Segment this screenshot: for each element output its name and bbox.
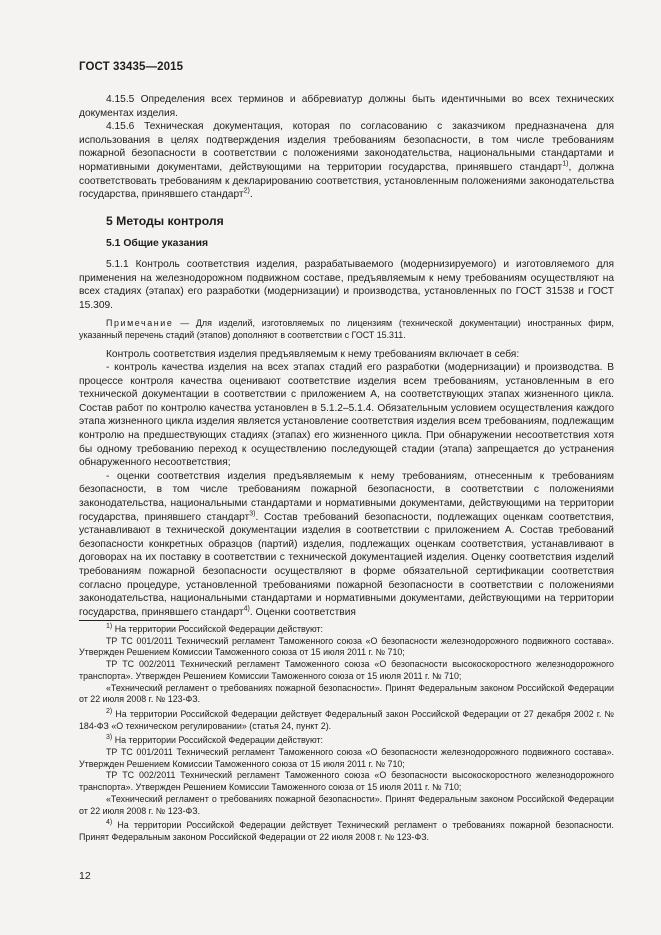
note-text: — Для изделий, изготовляемых по лицензиям (технической документации) иностранных фирм, указанный перечень стадий (этапов) дополняют в соответствии с ГОСТ 15.311. [79,318,614,340]
paragraph-4-15-5 [79,93,614,120]
footnote-ref-2[interactable]: 2) [243,187,250,195]
paragraph-text: - контроль качества изделия на всех этапах стадий его разработки (модернизации) и производства. В процессе контроля качества оценивают соответствие изделия всем требованиям, установленным в его технической документации в соответствии с приложением А, на соответствующих этапах жизненного цикла. Состав работ по контролю качества установлен в 5.1.2–5.1.4. Обязательным условием осуществления каждого этапа жизненного цикла изделия является установление соответствия изделия всем требованиям, подлежащим контролю на предшествующих стадиях (этапах) его жизненного цикла. При обнаружении несоответствия хотя бы одному требованию переход к осуществлению последующей стадии (этапа) запрещается до устранения обнаруженного несоответствия; [79,362,614,469]
list-item-conformity-assessment [79,470,614,620]
footnote-separator [79,620,189,621]
footnote-3-line: «Технический регламент о требованиях пожарной безопасности». Принят Федеральным законом Российской Федерации от 22 июля 2008 г. № 123-ФЗ. [79,793,614,816]
paragraph-5-1-1 [79,258,614,312]
footnote-1 [79,624,614,636]
paragraph-text: , должна соответствовать требованиям к декларированию соответствия, установленным положениями законодательства государства, принявшего стандарт [79,161,614,201]
paragraph-text: . Оценки соответствия [249,606,356,618]
footnote-mark: 3) [106,734,113,742]
footnote-1-line: ТР ТС 001/2011 Технический регламент Таможенного союза «О безопасности железнодорожного подвижного состава». Утвержден Решением Комиссии Таможенного союза от 15 июля 2011 г. № 710; [79,635,614,658]
footnote-ref-3[interactable]: 3) [249,510,256,518]
footnote-text: На территории Российской Федерации действуют: [112,624,323,634]
footnote-ref-1[interactable]: 1) [562,160,569,168]
footnote-2 [79,709,614,732]
footnote-mark: 1) [106,623,113,631]
footnote-3-line: ТР ТС 001/2011 Технический регламент Таможенного союза «О безопасности железнодорожного подвижного состава». Утвержден Решением Комиссии Таможенного союза от 15 июля 2011 г. № 710; [79,747,614,769]
paragraph-text: 5.1.1 Контроль соответствия изделия, разрабатываемого (модернизируемого) и изготовляемого для применения на железнодорожном подвижном составе, предъявляемым к нему требованиям осуществляют на всех стадиях (этапах) его разработки (модернизации) и производства, установленных по ГОСТ 31538 и ГОСТ 15.309. [79,258,614,311]
document-header: ГОСТ 33435—2015 [79,61,184,73]
paragraph-4-15-6 [79,120,614,202]
page-number: 12 [79,870,91,882]
list-item-quality-control [79,361,614,470]
footnote-3-line: ТР ТС 002/2011 Технический регламент Таможенного союза «О безопасности высокоскоростного железнодорожного транспорта». Утвержден Решением Комиссии Таможенного союза от 15 июля 2011 г. № 710; [79,770,614,793]
footnote-ref-4[interactable]: 4) [243,605,250,613]
note [79,318,614,341]
footnote-1-line: ТР ТС 002/2011 Технический регламент Таможенного союза «О безопасности высокоскоростного железнодорожного транспорта». Утвержден Решением Комиссии Таможенного союза от 15 июля 2011 г. № 710; [79,659,614,681]
main-text [79,93,614,619]
footnote-mark: 4) [106,819,113,827]
footnote-text: На территории Российской Федерации действует Технический регламент о требованиях пожарной безопасности. Принят Федеральным законом Российской Федерации от 22 июля 2008 г. № 123-ФЗ. [79,820,614,842]
footnote-1-line: «Технический регламент о требованиях пожарной безопасности». Принят Федеральным законом Российской Федерации от 22 июля 2008 г. № 123-ФЗ. [79,682,614,705]
footnote-mark: 2) [106,707,113,715]
paragraph-text: Контроль соответствия изделия предъявляемым к нему требованиям включает в себя: [106,348,520,360]
footnote-3 [79,735,614,747]
subsection-heading-5-1: 5.1 Общие указания [106,238,209,250]
section-heading-5: 5 Методы контроля [106,213,224,228]
paragraph-text: . [249,189,253,201]
footnotes [79,624,614,844]
note-label: Примечание [106,318,174,329]
paragraph-control [79,348,614,362]
paragraph-text: 4.15.5 Определения всех терминов и аббревиатур должны быть идентичными во всех технических документах изделия. [79,94,614,119]
paragraph-text: . Состав требований безопасности, подлежащих оценкам соответствия, устанавливают в технической документации изделия в соответствии с приложением А. Состав требований безопасности конкретных образцов (партий) изделия, подлежащих оценкам соответствия, устанавливают в договорах на их поставку в соответствии с технической документацией изделия. Оценку соответствия изделий требованиям пожарной безопасности осуществляют в форме обязательной сертификации соответствия согласно процедуре, установленной требованиями пожарной безопасности в соответствии с положениями законодательства, национальными стандартами и нормативными документами, действующими на территории государства, принявшего стандарт [79,511,615,618]
paragraph-text: 4.15.6 Техническая документация, которая по согласованию с заказчиком предназначена для использования в целях подтверждения изделия требованиям безопасности, в том числе требованиям пожарной безопасности в соответствии с положениями законодательства, национальными стандартами и нормативными документами, действующими на территории государства, принявшего стандарт [79,121,614,173]
footnote-text: На территории Российской Федерации действует Федеральный закон Российской Федерации от 27 декабря 2002 г. № 184-ФЗ «О техническом регулировании» (статья 24, пункт 2). [79,708,614,731]
footnote-4 [79,820,614,843]
footnote-text: На территории Российской Федерации действуют: [112,735,323,746]
paragraph-text: - оценки соответствия изделия предъявляемым к нему требованиям, отнесенным к требованиям безопасности, в том числе требованиям пожарной безопасности, в соответствии с положениями законодательства, национальными стандартами и нормативными документами, действующими на территории государства, принявшего стандарт [79,470,614,523]
